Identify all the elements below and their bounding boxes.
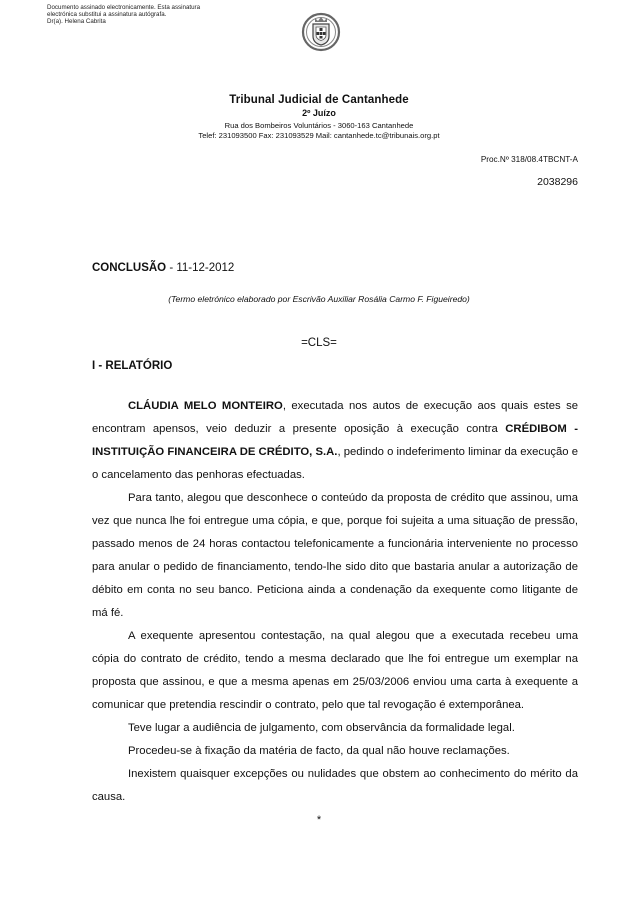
termo-note: (Termo eletrónico elaborado por Escrivão Auxiliar Rosália Carmo F. Figueiredo) [168,294,470,304]
section-heading: I - RELATÓRIO [92,360,173,372]
court-section: 2º Juízo [302,108,336,118]
conclusao-date: - 11-12-2012 [166,262,235,274]
court-contact: Telef: 231093500 Fax: 231093529 Mail: cantanhede.tc@tribunais.org.pt [198,131,440,140]
portuguese-coat-of-arms-icon [301,10,341,54]
footer-marker: * [316,814,322,826]
paragraph-2: Para tanto, alegou que desconhece o conteúdo da proposta de crédito que assinou, uma vez que nunca lhe foi entregue uma cópia, e que, porque foi sujeita a uma situação de pressão, passado menos de 24 horas contactou telefonicamente a funcionária interveniente no processo para anular o pedido de financiamento, tendo-lhe sido dito que bastaria anular a autorização de débito em conta no seu banco. Peticiona ainda a condenação da exequente como litigante de má fé. [92,492,578,619]
paragraph-1-text-a: , executada nos autos de execução aos quais estes se encontram apensos, veio deduzir a presente oposição à execução contra [92,400,578,435]
process-number: Proc.Nº 318/08.4TBCNT-A [480,155,578,164]
party-name: CLÁUDIA MELO MONTEIRO [128,400,283,412]
paragraph-5: Procedeu-se à fixação da matéria de facto, da qual não houve reclamações. [128,745,510,757]
company-name: CRÉDIBOM - INSTITUIÇÃO FINANCEIRA DE CRÉDITO, S.A. [92,423,579,458]
court-name: Tribunal Judicial de Cantanhede [229,94,409,106]
cls-marker: =CLS= [301,337,337,349]
signature-note-line-1: Documento assinado electronicamente. Esta assinatura [47,4,201,11]
paragraph-1 [92,395,578,487]
document-number: 2038296 [537,176,578,188]
paragraph-3: A exequente apresentou contestação, na qual alegou que a executada recebeu uma cópia do contrato de crédito, tendo a mesma declarado que lhe foi entregue um exemplar na proposta que assinou, e que a mesma apenas em 25/03/2006 enviou uma carta à exequente a comunicar que pretendia rescindir o contrato, pelo que tal revogação é extemporânea. [92,630,578,711]
paragraph-6: Inexistem quaisquer excepções ou nulidades que obstem ao conhecimento do mérito da causa. [92,768,578,803]
document-body [92,395,578,809]
paragraph-1-text-b: , pedindo o indeferimento liminar da execução e o cancelamento das penhoras efectuadas. [92,446,578,481]
signature-note-line-2: electrónica substitui a assinatura autógrafa. [47,11,167,19]
electronic-signature-note [47,4,237,26]
conclusao-line [92,262,234,274]
conclusao-label: CONCLUSÃO [92,262,167,274]
signature-note-line-3: Dr(a). Helena Cabrita [47,18,106,26]
paragraph-4: Teve lugar a audiência de julgamento, com observância da formalidade legal. [128,722,515,734]
court-address: Rua dos Bombeiros Voluntários - 3060-163 Cantanhede [224,121,414,130]
